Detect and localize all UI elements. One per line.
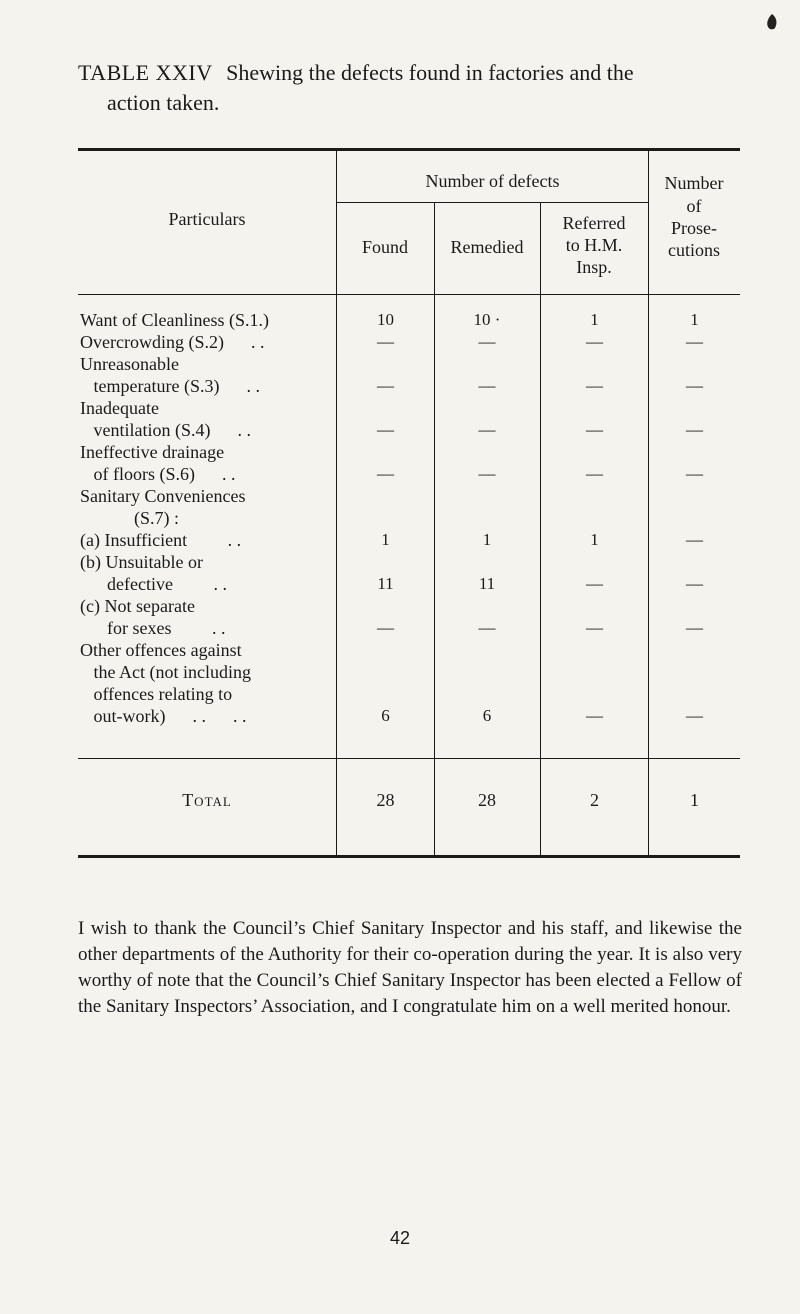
total-label: Total (182, 790, 232, 810)
row-label: (a) Insufficient . . (80, 530, 242, 550)
row-label: out-work) . . . . (80, 706, 247, 726)
title-text-line2: action taken. (107, 90, 220, 115)
referred-cell: — (586, 574, 603, 593)
row-label: temperature (S.3) . . (80, 376, 260, 396)
row-label: of floors (S.6) . . (80, 464, 236, 484)
found-cell: — (377, 464, 394, 483)
row-label: Overcrowding (S.2) . . (80, 332, 265, 352)
total-prosecutions: 1 (690, 790, 699, 810)
referred-cell: — (586, 464, 603, 483)
remedied-cell: — (478, 464, 496, 483)
remedied-cell: 11 (478, 574, 496, 593)
header-referred (540, 212, 648, 278)
remedied-cell: 1 (482, 530, 492, 549)
header-prosecutions-line: cutions (668, 240, 720, 260)
row-label: (c) Not separate (80, 596, 195, 616)
table-title (78, 58, 758, 118)
remedied-cell: 10 · (473, 310, 501, 329)
referred-cell: — (586, 376, 603, 395)
header-prosecutions (648, 172, 740, 261)
table-row (78, 595, 740, 639)
total-found: 28 (376, 790, 395, 810)
table-bottom-rule (78, 855, 740, 858)
row-label: Want of Cleanliness (S.1.) (80, 310, 270, 330)
row-label: Unreasonable (80, 354, 179, 374)
header-remedied: Remedied (450, 237, 524, 257)
header-referred-line: to H.M. (565, 235, 623, 255)
row-label: Ineffective drainage (80, 442, 225, 462)
subheader-rule (336, 202, 649, 203)
remedied-cell: — (478, 376, 496, 395)
row-label: (b) Unsuitable or (80, 552, 203, 572)
header-number-of-defects: Number of defects (425, 171, 560, 191)
prosecutions-cell: — (686, 530, 703, 549)
header-referred-line: Referred (562, 213, 626, 233)
page-number: 42 (389, 1228, 411, 1248)
header-prosecutions-line: Prose- (671, 218, 717, 238)
table-label: TABLE XXIV (78, 60, 213, 85)
table-row (78, 485, 740, 529)
referred-cell: 1 (590, 530, 599, 549)
table-top-rule (78, 148, 740, 151)
row-label: offences relating to (80, 684, 233, 704)
row-label: Sanitary Conveniences (80, 486, 246, 506)
found-cell: 10 (377, 310, 394, 329)
found-cell: 11 (377, 574, 394, 593)
table-row (78, 551, 740, 595)
found-cell: 1 (381, 530, 390, 549)
row-label: defective . . (80, 574, 227, 594)
found-cell: 6 (381, 706, 390, 725)
referred-cell: 1 (590, 310, 599, 329)
row-label: Other offences against (80, 640, 242, 660)
ink-blot-icon (766, 14, 778, 30)
prosecutions-cell: — (686, 574, 703, 593)
row-label: Inadequate (80, 398, 159, 418)
total-top-rule (78, 758, 740, 759)
prosecutions-cell: — (686, 376, 703, 395)
referred-cell: — (586, 420, 603, 439)
title-text-line1: Shewing the defects found in factories and the (226, 60, 634, 85)
found-cell: — (377, 376, 394, 395)
table-row (78, 441, 740, 485)
prosecutions-cell: — (686, 420, 703, 439)
prosecutions-cell: — (686, 464, 703, 483)
total-referred: 2 (590, 790, 599, 810)
header-referred-line: Insp. (576, 257, 612, 277)
table-row (78, 397, 740, 441)
acknowledgement-paragraph: I wish to thank the Council’s Chief Sanitary Inspector and his staff, and likewise the other departments of the Authority for their co-operation during the year. It is also very worthy of note that the Council’s Chief Sanitary Inspector has been elected a Fellow of the Sanitary Inspectors’ Association, and I congratulate him on a well merited honour. (78, 918, 742, 1017)
prosecutions-cell: — (686, 618, 703, 637)
header-bottom-rule (78, 294, 740, 295)
referred-cell: — (586, 706, 603, 725)
header-found: Found (361, 237, 408, 257)
row-label: the Act (not including (80, 662, 251, 682)
total-row (78, 790, 740, 812)
prosecutions-cell: — (686, 706, 703, 725)
referred-cell: — (586, 332, 603, 351)
row-label: for sexes . . (80, 618, 226, 638)
found-cell: — (377, 420, 394, 439)
row-label: (S.7) : (80, 508, 179, 528)
remedied-cell: 6 (482, 706, 492, 725)
found-cell: — (377, 332, 394, 351)
header-prosecutions-line: of (686, 196, 702, 216)
prosecutions-cell: 1 (690, 310, 699, 329)
row-label: ventilation (S.4) . . (80, 420, 251, 440)
header-prosecutions-line: Number (664, 173, 724, 193)
prosecutions-cell: — (686, 332, 703, 351)
found-cell: — (377, 618, 394, 637)
remedied-cell: — (478, 332, 496, 351)
table-row (78, 639, 740, 727)
header-particulars: Particulars (168, 209, 246, 229)
remedied-cell: — (478, 618, 496, 637)
referred-cell: — (586, 618, 603, 637)
total-remedied: 28 (478, 790, 496, 810)
remedied-cell: — (478, 420, 496, 439)
table-row (78, 353, 740, 397)
